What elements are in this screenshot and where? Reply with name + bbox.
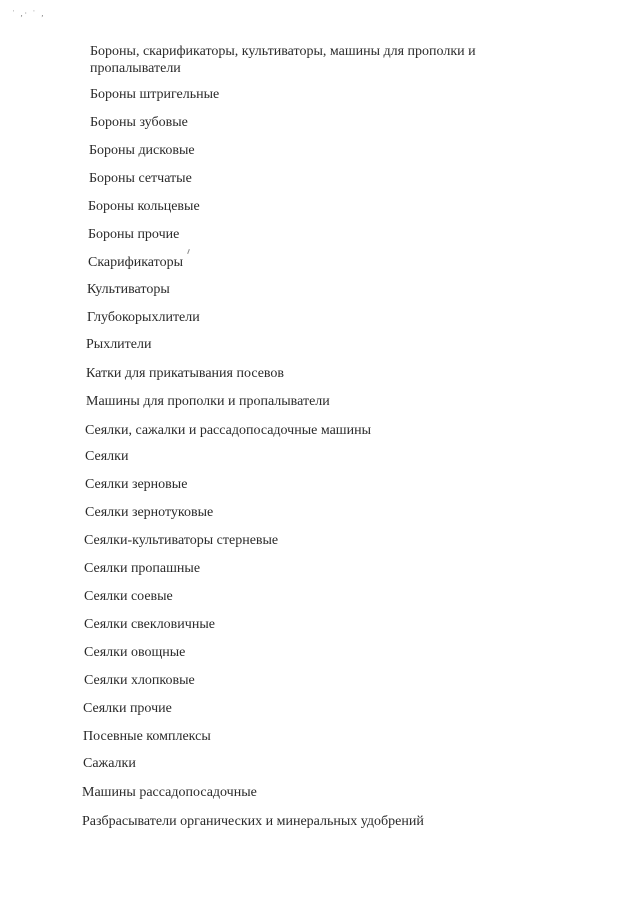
list-item: Сеялки bbox=[85, 449, 129, 464]
list-item: Сеялки овощные bbox=[84, 645, 186, 660]
list-item: Бороны сетчатые bbox=[89, 171, 192, 186]
scan-marks: ˈ ,· ˈ , bbox=[12, 9, 46, 18]
list-item: Глубокорыхлители bbox=[87, 310, 200, 325]
list-item: Машины для прополки и пропалыватели bbox=[86, 394, 330, 409]
list-item: Катки для прикатывания посевов bbox=[86, 366, 285, 381]
list-item: Сеялки хлопковые bbox=[84, 673, 195, 688]
list-item: Бороны прочие bbox=[88, 227, 180, 242]
list-item: Бороны, скарификаторы, культиваторы, машины для прополки и пропалыватели bbox=[90, 44, 476, 76]
list-item: Бороны штригельные bbox=[90, 87, 220, 102]
list-item: Сеялки прочие bbox=[83, 701, 172, 716]
list-item: Бороны дисковые bbox=[89, 143, 195, 158]
list-item: Посевные комплексы bbox=[83, 729, 211, 744]
list-item: Сеялки свекловичные bbox=[84, 617, 215, 632]
list-item: Рыхлители bbox=[86, 337, 152, 352]
list-item: Сеялки зерновые bbox=[85, 477, 188, 492]
list-item: Машины рассадопосадочные bbox=[82, 785, 257, 800]
list-item: Культиваторы bbox=[87, 282, 170, 297]
list-item: Скарификаторы bbox=[88, 255, 183, 270]
list-item: Сеялки зернотуковые bbox=[85, 505, 214, 520]
list-item: Разбрасыватели органических и минеральных удобрений bbox=[82, 814, 424, 829]
stray-pen-mark bbox=[187, 249, 190, 254]
list-item: Сеялки, сажалки и рассадопосадочные машины bbox=[85, 423, 371, 438]
list-item: Сажалки bbox=[83, 756, 136, 771]
list-item: Сеялки-культиваторы стерневые bbox=[84, 533, 279, 548]
list-item: Бороны кольцевые bbox=[88, 199, 200, 214]
list-item: Сеялки соевые bbox=[84, 589, 173, 604]
list-item: Сеялки пропашные bbox=[84, 561, 201, 576]
list-item: Бороны зубовые bbox=[90, 115, 188, 130]
